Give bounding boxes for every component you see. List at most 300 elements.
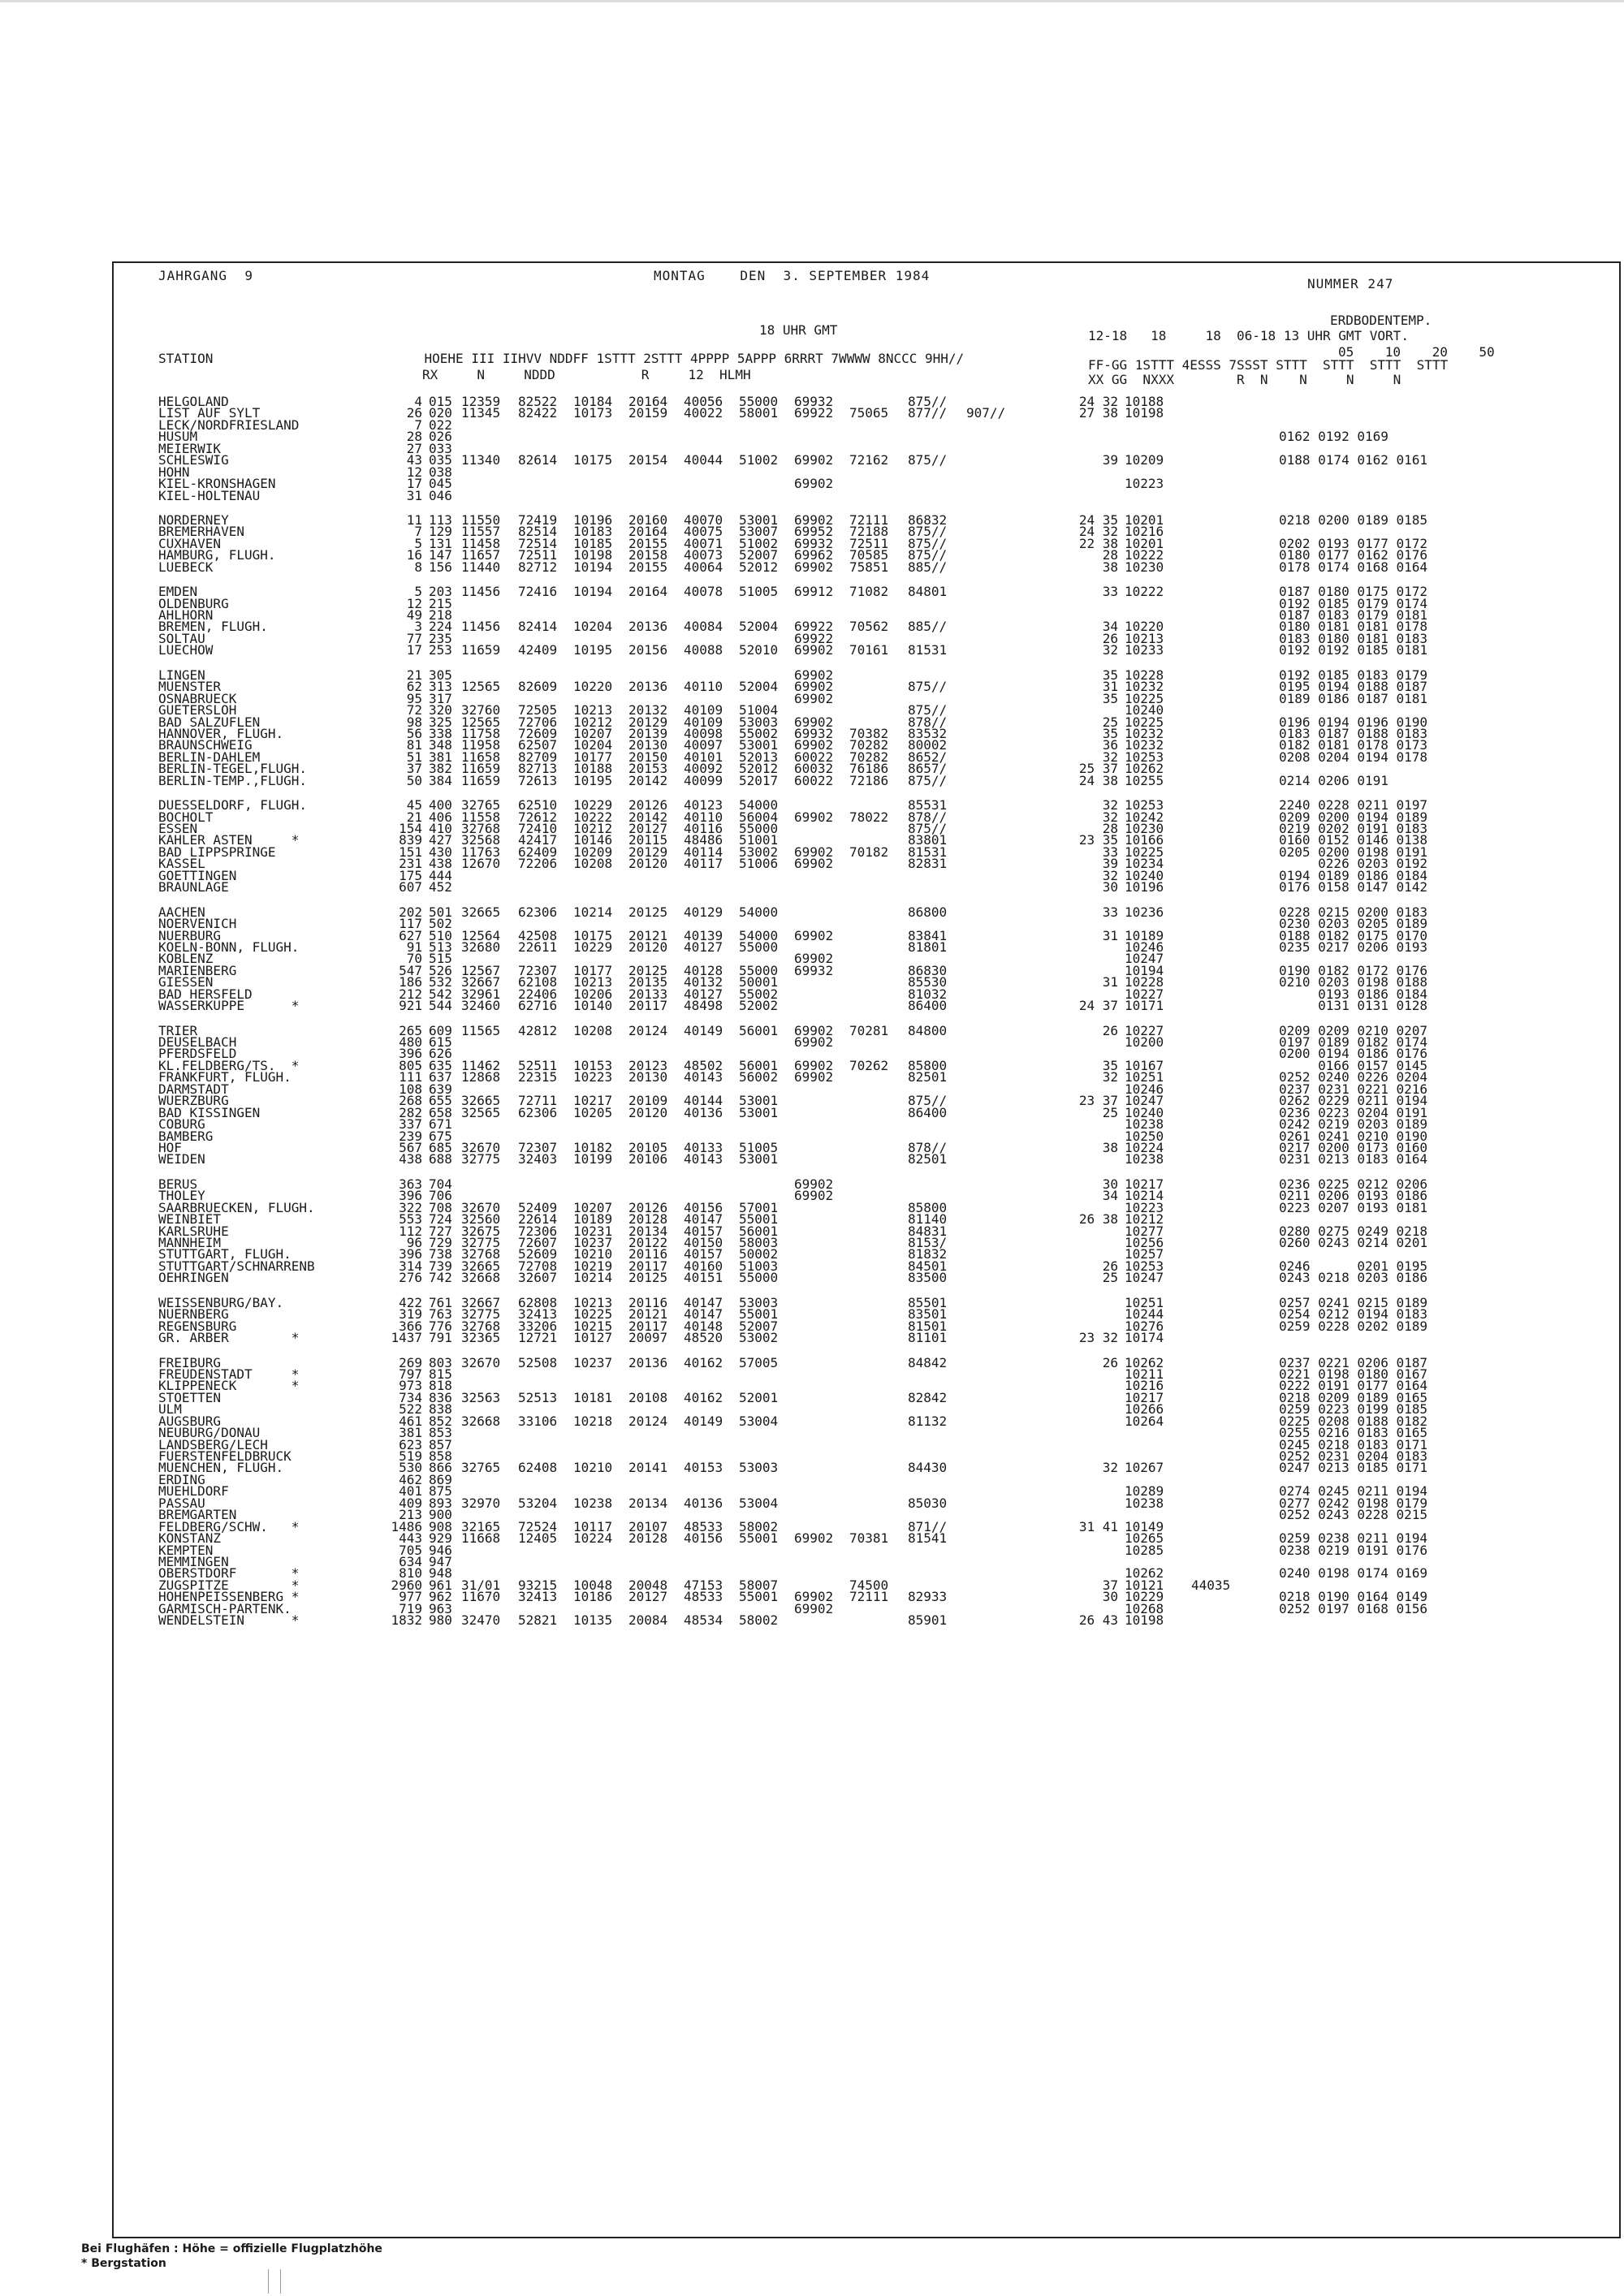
cell-2sttt (628, 431, 684, 442)
cell-8nccc: 877// (908, 405, 948, 421)
cell-8nccc: 85800 (908, 1199, 948, 1215)
cell-ffgg: 32 (1102, 642, 1118, 658)
cell-8nccc: 85800 (908, 1057, 948, 1073)
cell-ffgg (1025, 1369, 1125, 1380)
cell-9hh (966, 1272, 1025, 1284)
cell-hoehe: 1437 (391, 1330, 422, 1346)
cell-7wwww (849, 1603, 908, 1615)
cell-iii: 438 (429, 856, 452, 872)
cell-18-1sttt: 10265 (1125, 1530, 1164, 1547)
cell-4pppp: 40133 (684, 1139, 723, 1155)
table-row (158, 429, 1522, 445)
cell-1sttt (573, 1427, 628, 1439)
cell-ffgg: 38 (1102, 1139, 1118, 1155)
cell-station: FELDBERG/SCHW. * (158, 1518, 300, 1534)
cell-6rrrt (794, 1369, 849, 1380)
cell-5appp: 51003 (739, 1258, 779, 1274)
cell-ffgg: 32 (1102, 1460, 1118, 1476)
cell-1sttt (573, 1545, 628, 1556)
cell-7wwww (849, 420, 908, 431)
cell-station: ULM (158, 1401, 182, 1418)
cell-soil-temps: 0262 0229 0211 0194 (1279, 1093, 1428, 1109)
cell-hoehe: 43 (406, 452, 422, 468)
cell-9hh (966, 1309, 1025, 1320)
cell-6rrrt (794, 1261, 849, 1272)
cell-4esss: 44035 (1191, 1577, 1231, 1593)
cell-6rrrt: 69902 (794, 809, 834, 825)
cell-7wwww (849, 1380, 908, 1392)
cell-4pppp: 40099 (684, 772, 723, 788)
cell-ffgg (1025, 1154, 1125, 1165)
cell-5appp: 52013 (739, 749, 779, 765)
cell-iii: 156 (429, 559, 452, 575)
cell-4pppp (684, 1439, 739, 1451)
cell-18-1sttt: 10213 (1125, 630, 1164, 646)
cell-station: BRAUNSCHWEIG (158, 737, 253, 753)
cell-iihvv (461, 420, 518, 431)
cell-18-1sttt: 10227 (1125, 1022, 1164, 1038)
cell-4pppp: 40132 (684, 974, 723, 990)
footnote-mountain: * Bergstation (81, 2257, 166, 2270)
cell-station: GR. ARBER * (158, 1330, 300, 1346)
cell-iihvv: 32665 (461, 1093, 501, 1109)
cell-4pppp (684, 431, 739, 442)
cell-5appp: 55001 (739, 1306, 779, 1323)
cell-8nccc: 81140 (908, 1211, 948, 1228)
cell-9hh (966, 621, 1025, 632)
cell-nddff (518, 1037, 573, 1048)
cell-4pppp (684, 1545, 739, 1556)
cell-8nccc (908, 467, 966, 478)
cell-iii: 704 (429, 1176, 452, 1192)
cell-5appp: 54000 (739, 797, 779, 814)
cell-ffgg (1025, 1498, 1125, 1509)
cell-9hh (966, 965, 1025, 977)
cell-5appp: 51005 (739, 1139, 779, 1155)
cell-7wwww: 70585 (849, 547, 889, 563)
table-row (158, 452, 1522, 468)
cell-iihvv: 11456 (461, 619, 501, 635)
cell-nddff: 62408 (518, 1460, 558, 1476)
cell-1sttt (573, 870, 628, 882)
cell-ffgg (1025, 420, 1125, 431)
cell-2sttt (628, 882, 684, 893)
cell-4pppp: 40084 (684, 619, 723, 635)
cell-nddff (518, 1179, 573, 1190)
cell-nddff (518, 1427, 573, 1439)
cell-9hh (966, 538, 1025, 550)
cell-hoehe: 17 (406, 476, 422, 492)
cell-4esss (1191, 870, 1279, 882)
cell-1sttt: 10182 (573, 1139, 613, 1155)
cell-iihvv: 12670 (461, 856, 501, 872)
cell-1sttt: 10204 (573, 737, 613, 753)
cell-6rrrt: 69902 (794, 1034, 834, 1050)
cell-8nccc: 82501 (908, 1151, 948, 1167)
cell-4pppp: 48498 (684, 998, 723, 1014)
cell-18-1sttt: 10198 (1125, 1612, 1164, 1629)
cell-iihvv: 11456 (461, 584, 501, 600)
cell-7wwww (849, 989, 908, 1000)
cell-hoehe: 37 (406, 761, 422, 777)
cell-9hh: 907// (966, 405, 1006, 421)
cell-8nccc (908, 1545, 966, 1556)
cell-5appp: 56004 (739, 809, 779, 825)
cell-6rrrt: 69962 (794, 547, 834, 563)
cell-nddff: 72708 (518, 1258, 558, 1274)
cell-9hh (966, 490, 1025, 502)
cell-4pppp: 40147 (684, 1306, 723, 1323)
cell-nddff: 72607 (518, 1235, 558, 1250)
cell-6rrrt (794, 1357, 849, 1369)
cell-6rrrt (794, 1309, 849, 1320)
cell-hoehe: 422 (399, 1294, 422, 1310)
cell-9hh (966, 1451, 1025, 1462)
table-row (158, 772, 1522, 788)
cell-4pppp (684, 1474, 739, 1486)
cell-4pppp: 40139 (684, 927, 723, 943)
cell-18-1sttt: 10200 (1125, 1034, 1164, 1050)
cell-4esss (1191, 478, 1279, 490)
cell-9hh (966, 598, 1025, 610)
cell-8nccc: 86830 (908, 962, 948, 978)
cell-1sttt: 10222 (573, 809, 613, 825)
cell-18-1sttt: 10256 (1125, 1235, 1164, 1250)
cell-4esss (1191, 1154, 1279, 1165)
cell-7wwww: 75065 (849, 405, 889, 421)
cell-9hh (966, 1119, 1025, 1130)
cell-6rrrt: 69902 (794, 559, 834, 575)
cell-9hh (966, 775, 1025, 787)
cell-8nccc: 83801 (908, 832, 948, 848)
cell-iihvv: 32560 (461, 1211, 501, 1228)
cell-hoehe: 16 (406, 547, 422, 563)
cell-iii: 963 (429, 1600, 452, 1616)
cell-1sttt: 10205 (573, 1104, 613, 1120)
cell-station: BAD KISSINGEN (158, 1104, 261, 1120)
cell-iihvv: 32565 (461, 1104, 501, 1120)
cell-station: NUERNBERG (158, 1306, 229, 1323)
cell-iii: 235 (429, 630, 452, 646)
cell-5appp: 52012 (739, 559, 779, 575)
cell-soil-temps: 0230 0203 0205 0189 (1279, 916, 1428, 932)
cell-station: NORDERNEY (158, 511, 229, 528)
cell-nddff: 33106 (518, 1413, 558, 1429)
cell-18-1sttt: 10229 (1125, 1589, 1164, 1605)
cell-4esss (1191, 763, 1279, 775)
cell-iihvv: 32165 (461, 1518, 501, 1534)
cell-5appp: 55001 (739, 1211, 779, 1228)
cell-7wwww (849, 1486, 908, 1497)
cell-7wwww: 76186 (849, 761, 889, 777)
cell-9hh (966, 835, 1025, 846)
cell-7wwww (849, 1237, 908, 1249)
cell-iihvv (461, 467, 518, 478)
cell-iihvv: 32775 (461, 1235, 501, 1250)
cell-station: EMDEN (158, 584, 198, 600)
cell-station: LINGEN (158, 667, 205, 683)
cell-1sttt: 10225 (573, 1306, 613, 1323)
cell-soil-temps: 0192 0192 0185 0181 (1279, 642, 1428, 658)
cell-6rrrt: 69902 (794, 511, 834, 528)
cell-9hh (966, 907, 1025, 918)
cell-8nccc (908, 870, 966, 882)
cell-9hh (966, 1556, 1025, 1568)
cell-ffgg (1025, 1474, 1125, 1486)
cell-station: CUXHAVEN (158, 535, 222, 551)
cell-hoehe: 28 (406, 429, 422, 445)
cell-2sttt: 20142 (628, 809, 668, 825)
cell-hoehe: 154 (399, 821, 422, 836)
cell-station: MUEHLDORF (158, 1483, 229, 1500)
cell-18-1sttt: 10240 (1125, 867, 1164, 883)
cell-5appp (739, 870, 794, 882)
cell-hoehe: 607 (399, 879, 422, 896)
cell-ffgg: 24 32 (1078, 524, 1118, 540)
cell-1sttt: 10194 (573, 584, 613, 600)
cell-soil-temps: 0236 0223 0204 0191 (1279, 1104, 1428, 1120)
cell-hoehe: 480 (399, 1034, 422, 1050)
cell-4esss (1191, 420, 1279, 431)
cell-2sttt: 20154 (628, 452, 668, 468)
cell-5appp (739, 478, 794, 490)
cell-18-1sttt: 10251 (1125, 1294, 1164, 1310)
cell-station: KOBLENZ (158, 951, 214, 967)
cell-iii: 427 (429, 832, 452, 848)
cell-iii: 542 (429, 986, 452, 1002)
cell-7wwww (849, 1214, 908, 1225)
cell-8nccc: 875// (908, 702, 948, 719)
cell-hoehe: 973 (399, 1378, 422, 1394)
cell-hoehe: 7 (414, 524, 422, 540)
cell-soil-temps (1279, 490, 1522, 502)
cell-1sttt: 10210 (573, 1246, 613, 1262)
cell-6rrrt: 69902 (794, 1176, 834, 1192)
cell-ffgg: 31 (1102, 974, 1118, 990)
cell-5appp: 58007 (739, 1577, 779, 1593)
cell-2sttt (628, 1369, 684, 1380)
table-row (158, 405, 1522, 421)
cell-18-1sttt: 10227 (1125, 986, 1164, 1002)
cell-18-1sttt: 10188 (1125, 394, 1164, 409)
cell-nddff: 52508 (518, 1354, 558, 1370)
cell-18-1sttt: 10212 (1125, 1211, 1164, 1228)
cell-4pppp: 40110 (684, 809, 723, 825)
cell-5appp: 52012 (739, 761, 779, 777)
cell-iii: 513 (429, 939, 452, 955)
cell-4esss (1191, 515, 1279, 526)
cell-nddff: 72206 (518, 856, 558, 872)
table-row (158, 879, 1522, 896)
cell-hoehe: 396 (399, 1246, 422, 1262)
cell-2sttt: 20117 (628, 1318, 668, 1334)
cell-2sttt: 20155 (628, 535, 668, 551)
cell-iihvv: 11557 (461, 524, 501, 540)
cell-8nccc (908, 478, 966, 490)
cell-nddff (518, 1439, 573, 1451)
cell-ffgg (1025, 1416, 1125, 1427)
cell-hoehe: 314 (399, 1258, 422, 1274)
cell-4esss (1191, 1048, 1279, 1060)
cell-7wwww (849, 478, 908, 490)
cell-iihvv (461, 1037, 518, 1048)
cell-station: BOCHOLT (158, 809, 214, 825)
cell-nddff: 72609 (518, 725, 558, 741)
cell-8nccc: 871// (908, 1518, 948, 1534)
cell-6rrrt: 69902 (794, 856, 834, 872)
cell-iii: 313 (429, 679, 452, 695)
cell-nddff: 22406 (518, 986, 558, 1002)
cell-station: WUERZBURG (158, 1093, 229, 1109)
cell-4pppp: 40022 (684, 405, 723, 421)
cell-7wwww (849, 1072, 908, 1083)
cell-station: WASSERKUPPE * (158, 998, 300, 1014)
cell-station: TRIER (158, 1022, 198, 1038)
cell-2sttt: 20136 (628, 1354, 668, 1370)
cell-iii: 893 (429, 1495, 452, 1511)
cell-4esss (1191, 1095, 1279, 1107)
cell-hoehe: 117 (399, 916, 422, 932)
cell-7wwww: 70182 (849, 844, 889, 860)
cell-iii: 791 (429, 1330, 452, 1346)
cell-hoehe: 21 (406, 667, 422, 683)
cell-hoehe: 81 (406, 737, 422, 753)
cell-4esss (1191, 1498, 1279, 1509)
cell-5appp (739, 1474, 794, 1486)
cell-iii: 400 (429, 797, 452, 814)
cell-2sttt: 20120 (628, 856, 668, 872)
cell-5appp (739, 467, 794, 478)
cell-5appp: 53004 (739, 1495, 779, 1511)
cell-8nccc (908, 1439, 966, 1451)
cell-7wwww (849, 977, 908, 988)
cell-4esss (1191, 1427, 1279, 1439)
cell-hoehe: 623 (399, 1436, 422, 1452)
cell-6rrrt: 60022 (794, 772, 834, 788)
cell-ffgg (1025, 1486, 1125, 1497)
cell-station: GARMISCH-PARTENK. (158, 1600, 292, 1616)
cell-9hh (966, 858, 1025, 870)
cell-7wwww (849, 705, 908, 716)
cell-soil-temps: 0160 0152 0146 0138 (1279, 832, 1428, 848)
cell-iihvv: 32568 (461, 832, 501, 848)
cell-6rrrt (794, 1498, 849, 1509)
right-time-heading: 12-18 18 18 06-18 13 UHR GMT VORT. (1088, 328, 1409, 343)
cell-iihvv: 32665 (461, 904, 501, 920)
cell-7wwww: 70282 (849, 737, 889, 753)
cell-6rrrt (794, 598, 849, 610)
cell-1sttt: 10209 (573, 844, 613, 860)
cell-hoehe: 519 (399, 1448, 422, 1464)
cell-iii: 852 (429, 1413, 452, 1429)
cell-nddff: 93215 (518, 1577, 558, 1593)
cell-hoehe: 51 (406, 749, 422, 765)
cell-7wwww (849, 467, 908, 478)
cell-hoehe: 522 (399, 1401, 422, 1418)
cell-6rrrt: 69902 (794, 1022, 834, 1038)
cell-9hh (966, 562, 1025, 573)
cell-soil-temps: 0245 0218 0183 0171 (1279, 1436, 1428, 1452)
table-row (158, 396, 1522, 408)
cell-2sttt: 20105 (628, 1139, 668, 1155)
cell-7wwww (849, 1249, 908, 1260)
cell-7wwww (849, 942, 908, 953)
table-row (158, 559, 1522, 575)
cell-8nccc: 86400 (908, 998, 948, 1014)
cell-4pppp: 40114 (684, 844, 723, 860)
cell-18-1sttt: 10247 (1125, 951, 1164, 967)
cell-iihvv: 11659 (461, 642, 501, 658)
cell-8nccc: 86800 (908, 904, 948, 920)
cell-9hh (966, 1025, 1025, 1037)
cell-9hh (966, 1226, 1025, 1237)
cell-18-1sttt: 10268 (1125, 1600, 1164, 1616)
cell-2sttt (628, 598, 684, 610)
cell-5appp (739, 598, 794, 610)
cell-iihvv (461, 598, 518, 610)
cell-hoehe: 322 (399, 1199, 422, 1215)
cell-ffgg: 30 (1102, 1176, 1118, 1192)
cell-18-1sttt: 10244 (1125, 1306, 1164, 1323)
cell-4esss (1191, 1533, 1279, 1544)
cell-station: REGENSBURG (158, 1318, 237, 1334)
cell-9hh (966, 478, 1025, 490)
cell-nddff: 62716 (518, 998, 558, 1014)
cell-4pppp: 40075 (684, 524, 723, 540)
cell-1sttt (573, 1556, 628, 1568)
cell-9hh (966, 1462, 1025, 1474)
cell-station: FUERSTENFELDBRUCK (158, 1448, 292, 1464)
cell-9hh (966, 918, 1025, 930)
cell-5appp (739, 1427, 794, 1439)
cell-hoehe: 151 (399, 844, 422, 860)
cell-4esss (1191, 775, 1279, 787)
cell-station: OLDENBURG (158, 595, 229, 611)
cell-7wwww (849, 1000, 908, 1012)
cell-soil-temps: 0259 0238 0211 0194 (1279, 1530, 1428, 1547)
table-row (158, 749, 1522, 765)
cell-hoehe: 5 (414, 584, 422, 600)
cell-iihvv: 32775 (461, 1151, 501, 1167)
cell-7wwww: 78022 (849, 809, 889, 825)
cell-iihvv (461, 1556, 518, 1568)
cell-18-1sttt: 10201 (1125, 511, 1164, 528)
cell-4pppp: 40144 (684, 1093, 723, 1109)
cell-4esss (1191, 1309, 1279, 1320)
cell-hoehe: 381 (399, 1425, 422, 1441)
cell-7wwww: 72111 (849, 511, 889, 528)
cell-soil-temps: 0260 0243 0214 0201 (1279, 1235, 1428, 1250)
cell-station: KASSEL (158, 856, 205, 872)
cell-2sttt: 20134 (628, 1223, 668, 1239)
cell-ffgg: 33 (1102, 904, 1118, 920)
cell-9hh (966, 526, 1025, 537)
cell-4pppp: 40136 (684, 1495, 723, 1511)
cell-1sttt: 10195 (573, 642, 613, 658)
cell-4esss (1191, 858, 1279, 870)
cell-iii: 637 (429, 1069, 452, 1085)
cell-6rrrt (794, 1321, 849, 1332)
cell-station: SOLTAU (158, 630, 205, 646)
cell-6rrrt (794, 1214, 849, 1225)
cell-hoehe: 547 (399, 962, 422, 978)
cell-4esss (1191, 728, 1279, 740)
cell-iihvv (461, 882, 518, 893)
cell-4pppp: 40101 (684, 749, 723, 765)
cell-1sttt: 10218 (573, 1413, 613, 1429)
cell-18-1sttt: 10277 (1125, 1223, 1164, 1239)
cell-18-1sttt (1125, 490, 1191, 502)
